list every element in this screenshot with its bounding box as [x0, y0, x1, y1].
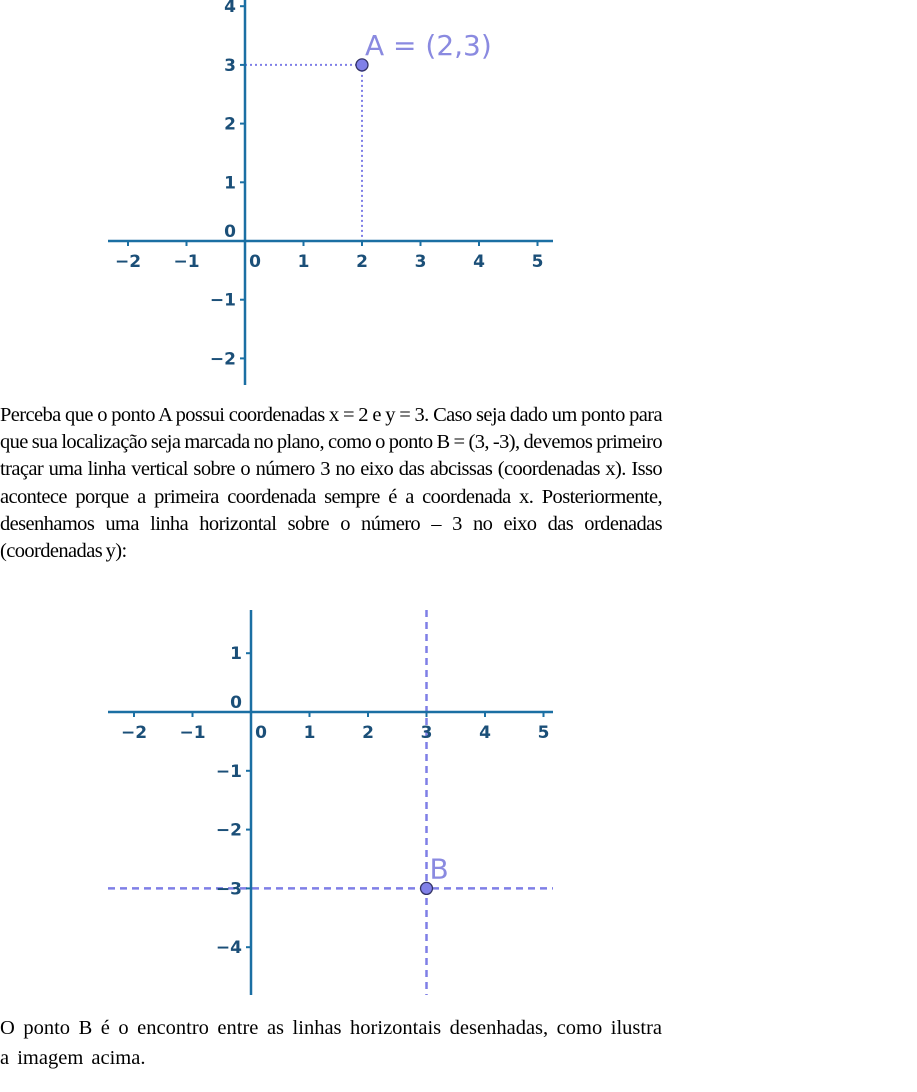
y-tick-label: −2 [215, 820, 242, 841]
x-tick-label: 0 [255, 723, 267, 743]
y-tick-label: 0 [224, 222, 236, 242]
y-tick-label: 2 [224, 114, 236, 135]
x-tick-label: 1 [303, 723, 316, 743]
x-tick-label: 1 [297, 252, 310, 272]
x-tick-label: −2 [120, 723, 148, 743]
x-tick-label: 4 [479, 723, 491, 743]
conclusion-paragraph: O ponto B é o encontro entre as linhas horizontais desenhadas, como ilustra a imagem acima. [0, 1017, 662, 1069]
y-tick-label: 0 [230, 693, 242, 713]
y-tick-label: 1 [230, 644, 242, 665]
point-label: B [429, 852, 449, 886]
y-tick-label: −3 [215, 879, 242, 900]
coordinate-plane-point-b [0, 600, 917, 1000]
x-tick-label: −1 [173, 252, 200, 272]
x-tick-label: −1 [179, 723, 206, 743]
y-tick-label: −2 [209, 349, 236, 370]
x-tick-label: 5 [531, 252, 544, 272]
point-label: A = (2,3) [365, 28, 492, 62]
x-tick-label: 3 [420, 723, 433, 743]
x-tick-label: 2 [356, 252, 368, 272]
y-tick-label: 3 [224, 55, 236, 76]
y-tick-label: 1 [224, 173, 236, 194]
explanation-paragraph: Perceba que o ponto A possui coordenadas x = 2 e y = 3. Caso seja dado um ponto para que sua localização seja marcada no plano, como o ponto B = (3, -3), devemos primeiro traçar uma linha vertical sobre o número 3 no eixo das abcissas (coordenadas x). Isso acontece porque a primeira coordenada sempre é a coordenada x. Posteriormente, desenhamos uma linha horizontal sobre o número – 3 no eixo das ordenadas (coordenadas y): [0, 404, 662, 563]
x-tick-label: 4 [473, 252, 485, 272]
y-tick-label: −1 [209, 290, 236, 311]
x-tick-label: 3 [414, 252, 427, 272]
y-tick-label: −4 [215, 938, 242, 959]
coordinate-plane-point-a [0, 0, 917, 395]
y-tick-label: −1 [215, 761, 242, 782]
x-tick-label: −2 [114, 252, 142, 272]
x-tick-label: 0 [249, 252, 261, 272]
x-tick-label: 5 [537, 723, 550, 743]
x-tick-label: 2 [362, 723, 374, 743]
y-tick-label: 4 [224, 0, 236, 18]
